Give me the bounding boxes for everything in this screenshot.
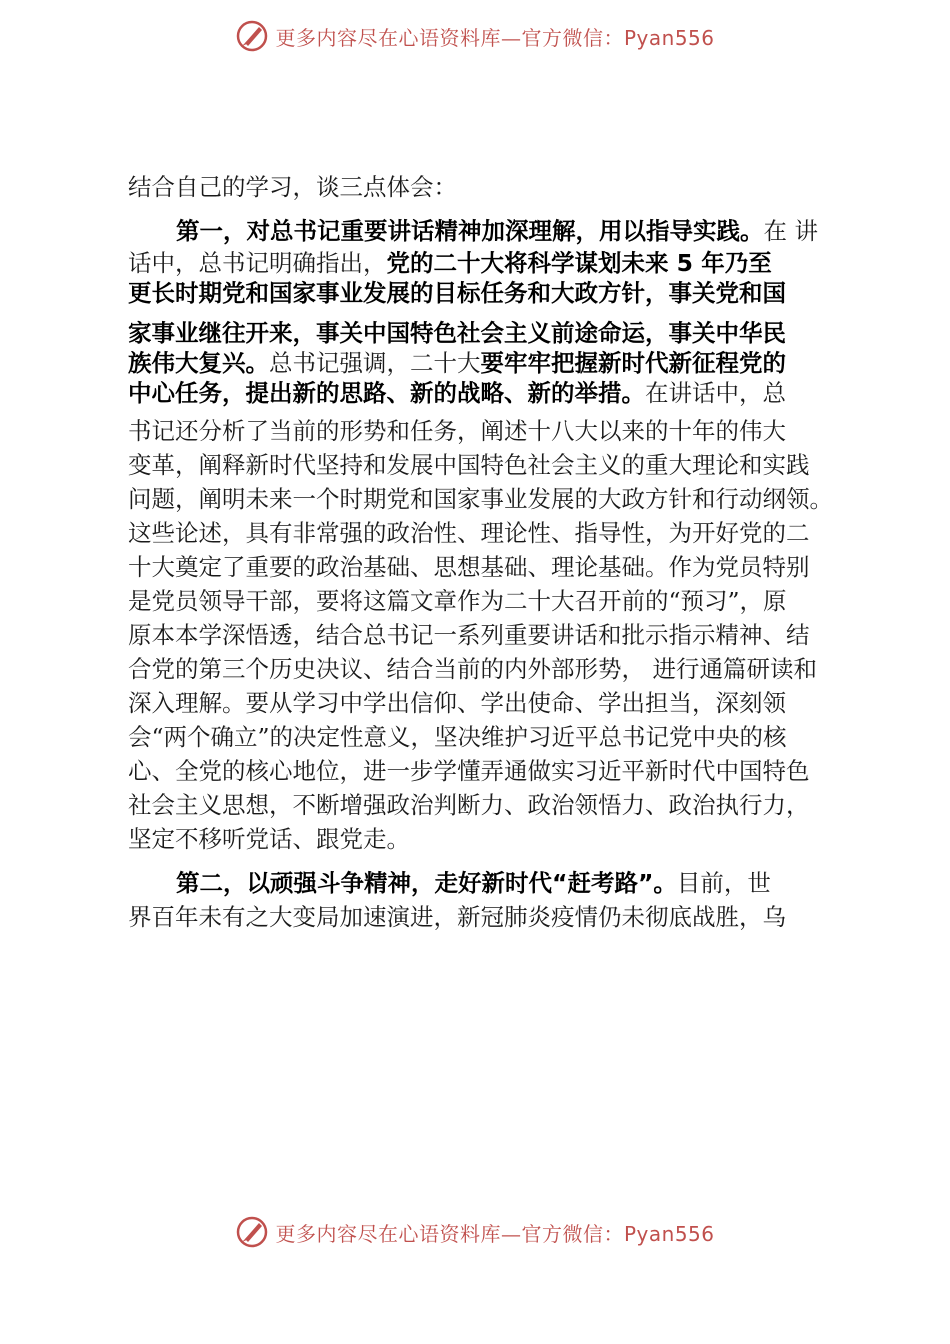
paragraph-1-line: 社会主义思想，不断增强政治判断力、政治领悟力、政治执行力， [128,791,810,819]
paragraph-1-line: 变革，阐释新时代坚持和发展中国特色社会主义的重大理论和实践 [128,451,810,479]
paragraph-1-line: 原本本学深悟透，结合总书记一系列重要讲话和批示指示精神、结 [128,621,810,649]
paragraph-2-line: 界百年未有之大变局加速演进，新冠肺炎疫情仍未彻底战胜，乌 [128,903,786,931]
paragraph-1-line: 坚定不移听党话、跟党走。 [128,825,410,853]
header-watermark [0,16,950,56]
point-1-heading: 第一，对总书记重要讲话精神加深理解，用以指导实践。 [176,217,764,245]
paragraph-2-line: 第二，以顽强斗争精神，走好新时代“赶考路”。目前，世 [176,869,771,897]
pen-logo-icon [235,1215,269,1249]
point-2-heading: 第二，以顽强斗争精神，走好新时代“赶考路”。 [176,869,677,897]
emphasis-line: 家事业继往开来，事关中国特色社会主义前途命运，事关中华民 [128,319,786,347]
footer-watermark [0,1212,950,1252]
paragraph-1-line: 是党员领导干部，要将这篇文章作为二十大召开前的“预习”，原 [128,587,787,615]
paragraph-1-line: 合党的第三个历史决议、结合当前的内外部形势， 进行通篇研读和 [128,655,817,683]
paragraph-1-line: 深入理解。要从学习中学出信仰、学出使命、学出担当，深刻领 [128,689,786,717]
watermark-text: 更多内容尽在心语资料库—官方微信：Pyan556 [275,1221,715,1246]
paragraph-1-line: 族伟大复兴。总书记强调，二十大要牢牢把握新时代新征程党的 [128,349,786,377]
paragraph-1-line: 心、全党的核心地位，进一步学懂弄通做实习近平新时代中国特色 [128,757,810,785]
emphasis-line: 更长时期党和国家事业发展的目标任务和大政方针，事关党和国 [128,279,786,307]
paragraph-1-line: 中心任务，提出新的思路、新的战略、新的举措。在讲话中，总 [128,379,786,407]
paragraph-1-line: 十大奠定了重要的政治基础、思想基础、理论基础。作为党员特别 [128,553,810,581]
paragraph-1-line: 这些论述，具有非常强的政治性、理论性、指导性，为开好党的二 [128,519,810,547]
paragraph-1-line: 会“两个确立”的决定性意义，坚决维护习近平总书记党中央的核 [128,723,787,751]
paragraph-1-line: 第一，对总书记重要讲话精神加深理解，用以指导实践。在 讲 [176,217,818,245]
intro-line: 结合自己的学习，谈三点体会： [128,173,457,201]
pen-logo-icon [235,19,269,53]
paragraph-1-line: 话中，总书记明确指出，党的二十大将科学谋划未来 5 年乃至 [128,249,772,277]
document-body [128,170,838,934]
paragraph-1-line: 书记还分析了当前的形势和任务，阐述十八大以来的十年的伟大 [128,417,786,445]
paragraph-1-line: 问题，阐明未来一个时期党和国家事业发展的大政方针和行动纲领。 [128,485,833,513]
watermark-text: 更多内容尽在心语资料库—官方微信：Pyan556 [275,25,715,50]
emphasis-text: 党的二十大将科学谋划未来 5 年乃至 [386,249,772,277]
